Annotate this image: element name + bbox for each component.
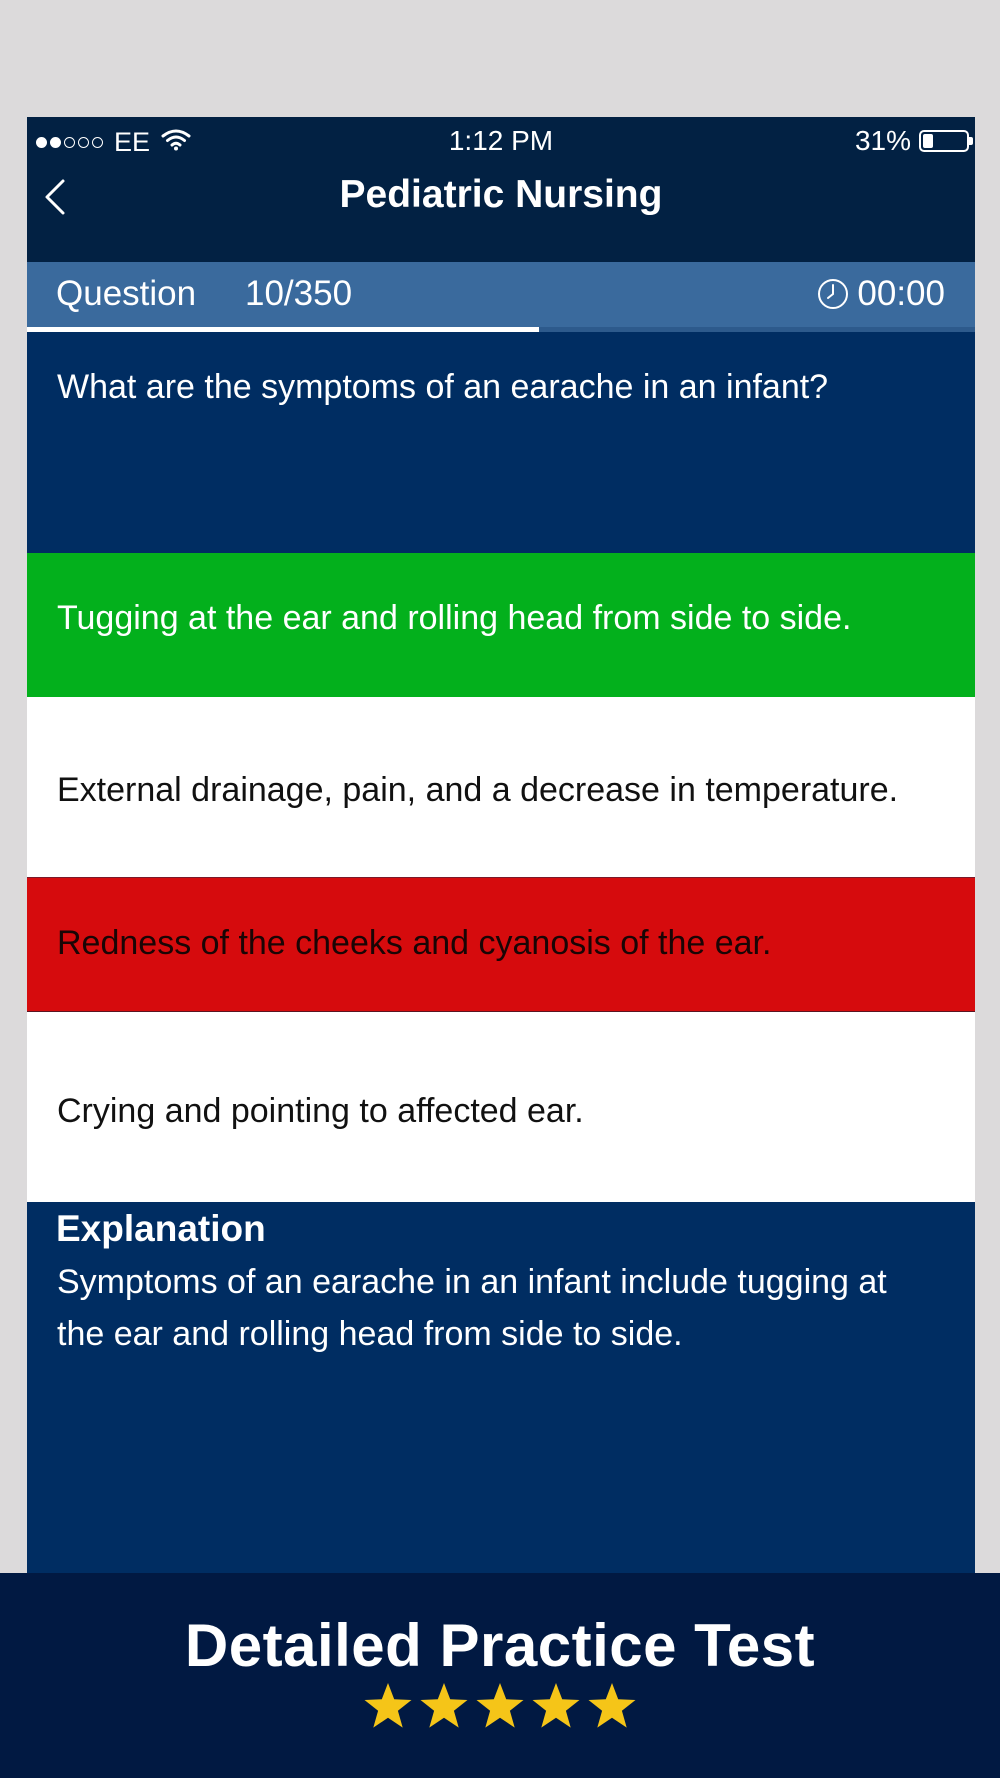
answer-option[interactable] (27, 1012, 975, 1202)
answer-option-text: Tugging at the ear and rolling head from side to side. (57, 599, 852, 637)
explanation-text: Symptoms of an earache in an infant include tugging at the ear and rolling head from side to side. (57, 1263, 887, 1353)
page-title: Pediatric Nursing (339, 173, 663, 216)
promo-banner (0, 1573, 1000, 1778)
star-rating (0, 1681, 1000, 1731)
clock-icon (817, 278, 849, 310)
quiz-timer (817, 274, 945, 314)
question-header-bar (27, 262, 975, 327)
status-and-nav-bar (27, 117, 975, 262)
star-icon (531, 1681, 581, 1731)
star-icon (363, 1681, 413, 1731)
star-icon (475, 1681, 525, 1731)
answer-option-text: External drainage, pain, and a decrease in temperature. (57, 771, 899, 809)
app-screen (27, 117, 975, 1573)
carrier-name: EE (114, 127, 151, 157)
status-time: 1:12 PM (448, 125, 554, 156)
star-icon (419, 1681, 469, 1731)
answer-option[interactable] (27, 697, 975, 877)
battery-indicator (855, 125, 969, 157)
star-icon (587, 1681, 637, 1731)
question-text: What are the symptoms of an earache in an infant? (57, 368, 829, 406)
answer-option-correct[interactable] (27, 553, 975, 697)
answer-option-text: Crying and pointing to affected ear. (57, 1092, 584, 1130)
explanation-panel (27, 1202, 975, 1573)
question-counter: 10/350 (245, 274, 353, 313)
answer-option-incorrect[interactable] (27, 877, 975, 1012)
timer-value: 00:00 (857, 274, 945, 313)
battery-icon (919, 130, 969, 152)
question-label: Question (56, 274, 197, 313)
answer-option-text: Redness of the cheeks and cyanosis of the ear. (57, 924, 772, 962)
explanation-title: Explanation (56, 1208, 266, 1249)
promo-title: Detailed Practice Test (184, 1612, 816, 1679)
battery-level-fill (923, 134, 933, 148)
question-panel (27, 332, 975, 553)
battery-percent: 31% (854, 125, 911, 156)
